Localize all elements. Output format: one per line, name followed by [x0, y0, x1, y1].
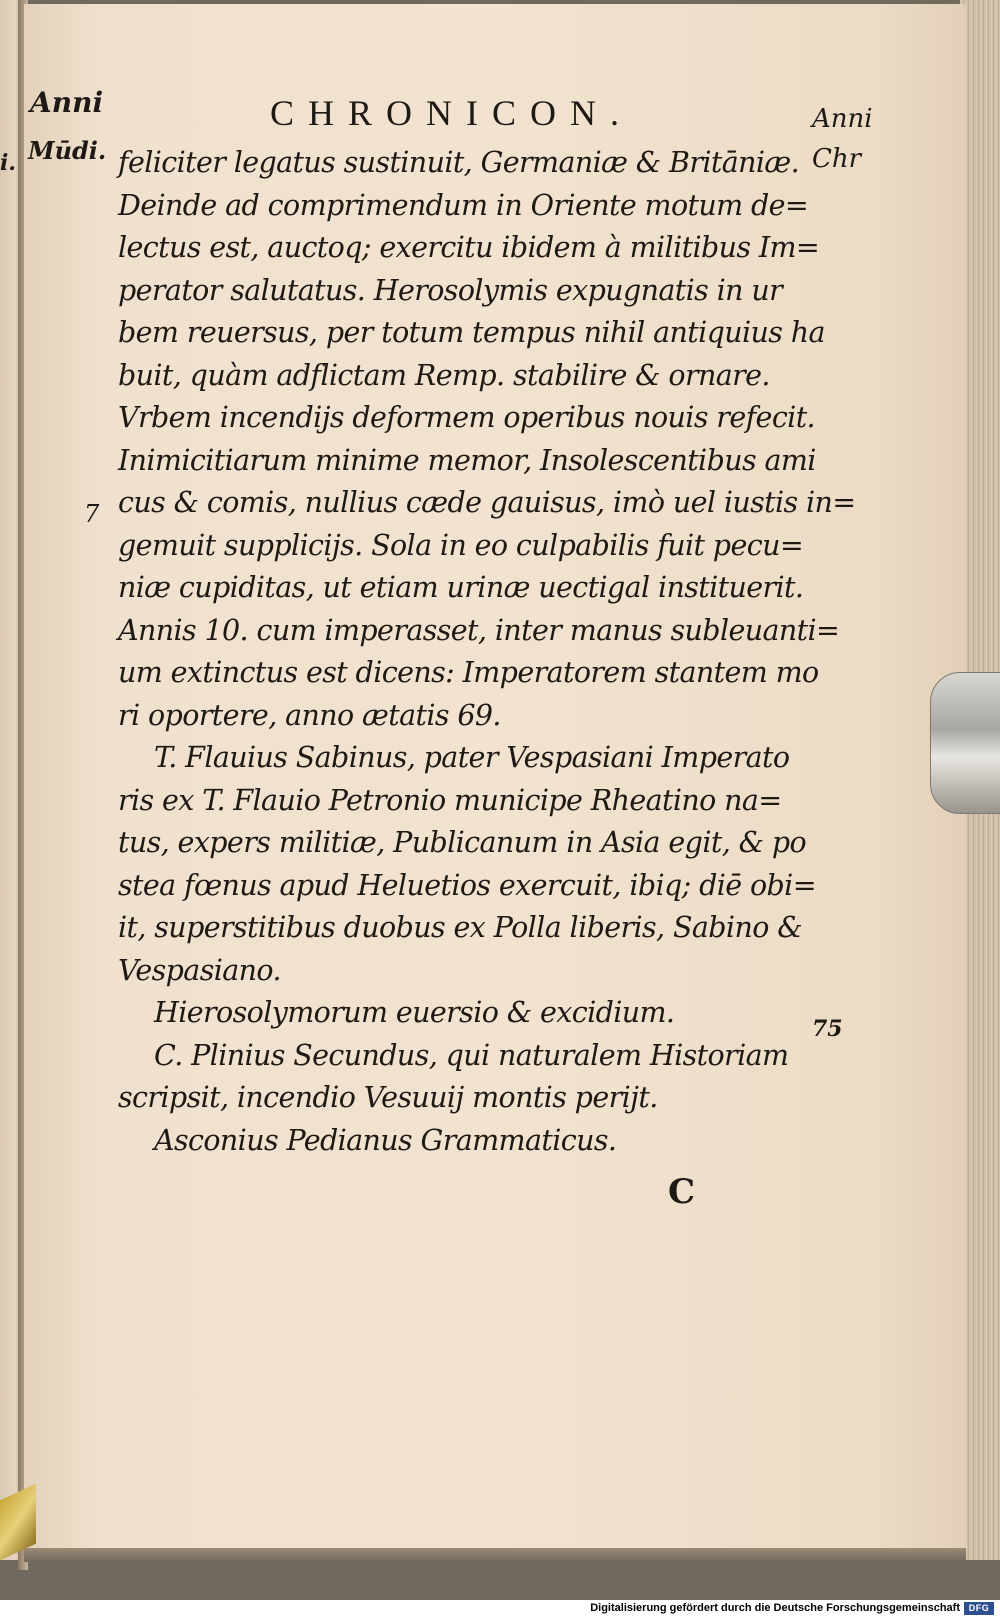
- text-line: stea fœnus apud Heluetios exercuit, ibiq; diē obi=: [118, 868, 816, 902]
- entry-line: C. Plinius Secundus, qui naturalem Historiam: [154, 1038, 789, 1072]
- running-head: CHRONICON.: [270, 93, 634, 133]
- text-line: Vespasiano.: [118, 953, 281, 987]
- entry-line: Asconius Pedianus Grammaticus.: [154, 1123, 617, 1157]
- text-line: bem reuersus, per totum tempus nihil antiquius ha: [118, 316, 825, 349]
- text-line: perator salutatus. Herosolymis expugnatis in ur: [118, 273, 783, 307]
- entry-line: Hierosolymorum euersio & excidium.: [154, 996, 675, 1029]
- text-line: Deinde ad comprimendum in Oriente motum de=: [118, 188, 809, 222]
- text-line: lectus est, auctoq; exercitu ibidem à militibus Im=: [118, 231, 820, 264]
- text-line: Vrbem incendijs deformem operibus nouis refecit.: [118, 401, 816, 434]
- margin-cut-text: i.: [0, 150, 17, 176]
- margin-note-anni-right: Anni: [812, 104, 873, 134]
- text-line: gemuit supplicijs. Sola in eo culpabilis fuit pecu=: [118, 528, 804, 562]
- footer-credit: Digitalisierung gefördert durch die Deutsche Forschungsgemeinschaft: [590, 1602, 960, 1614]
- text-line: ri oportere, anno ætatis 69.: [118, 698, 501, 732]
- dfg-logo-icon: DFG: [964, 1602, 994, 1615]
- text-line: tus, expers militiæ, Publicanum in Asia egit, & po: [118, 826, 807, 859]
- text-line: scripsit, incendio Vesuuij montis perijt.: [118, 1081, 658, 1114]
- margin-mark: 7: [84, 500, 100, 528]
- margin-note-mundi: Mūdi.: [28, 136, 107, 165]
- text-line: um extinctus est dicens: Imperatorem stantem mo: [118, 656, 819, 689]
- text-line: niæ cupiditas, ut etiam urinæ uectigal instituerit.: [118, 571, 804, 604]
- text-line: Annis 10. cum imperasset, inter manus subleuanti=: [118, 613, 840, 647]
- margin-year-number: 75: [812, 1016, 843, 1042]
- text-line: cus & comis, nullius cæde gauisus, imò uel iustis in=: [118, 486, 856, 519]
- clasp-icon: [930, 672, 1000, 814]
- text-line: ris ex T. Flauio Petronio municipe Rheatino na=: [118, 783, 782, 817]
- margin-note-christi: Chr: [812, 144, 862, 174]
- text-line: Inimicitiarum minime memor, Insolescentibus ami: [118, 443, 816, 477]
- text-line: it, superstitibus duobus ex Polla liberis, Sabino &: [118, 911, 802, 944]
- margin-note-anni-left: Anni: [30, 86, 104, 119]
- text-line: feliciter legatus sustinuit, Germaniæ & Britāniæ.: [118, 146, 800, 179]
- paragraph-start-line: T. Flauius Sabinus, pater Vespasiani Imperato: [154, 741, 790, 774]
- signature-mark: C: [668, 1172, 696, 1212]
- text-line: buit, quàm adflictam Remp. stabilire & ornare.: [118, 358, 770, 392]
- page-shadow: [24, 1548, 966, 1562]
